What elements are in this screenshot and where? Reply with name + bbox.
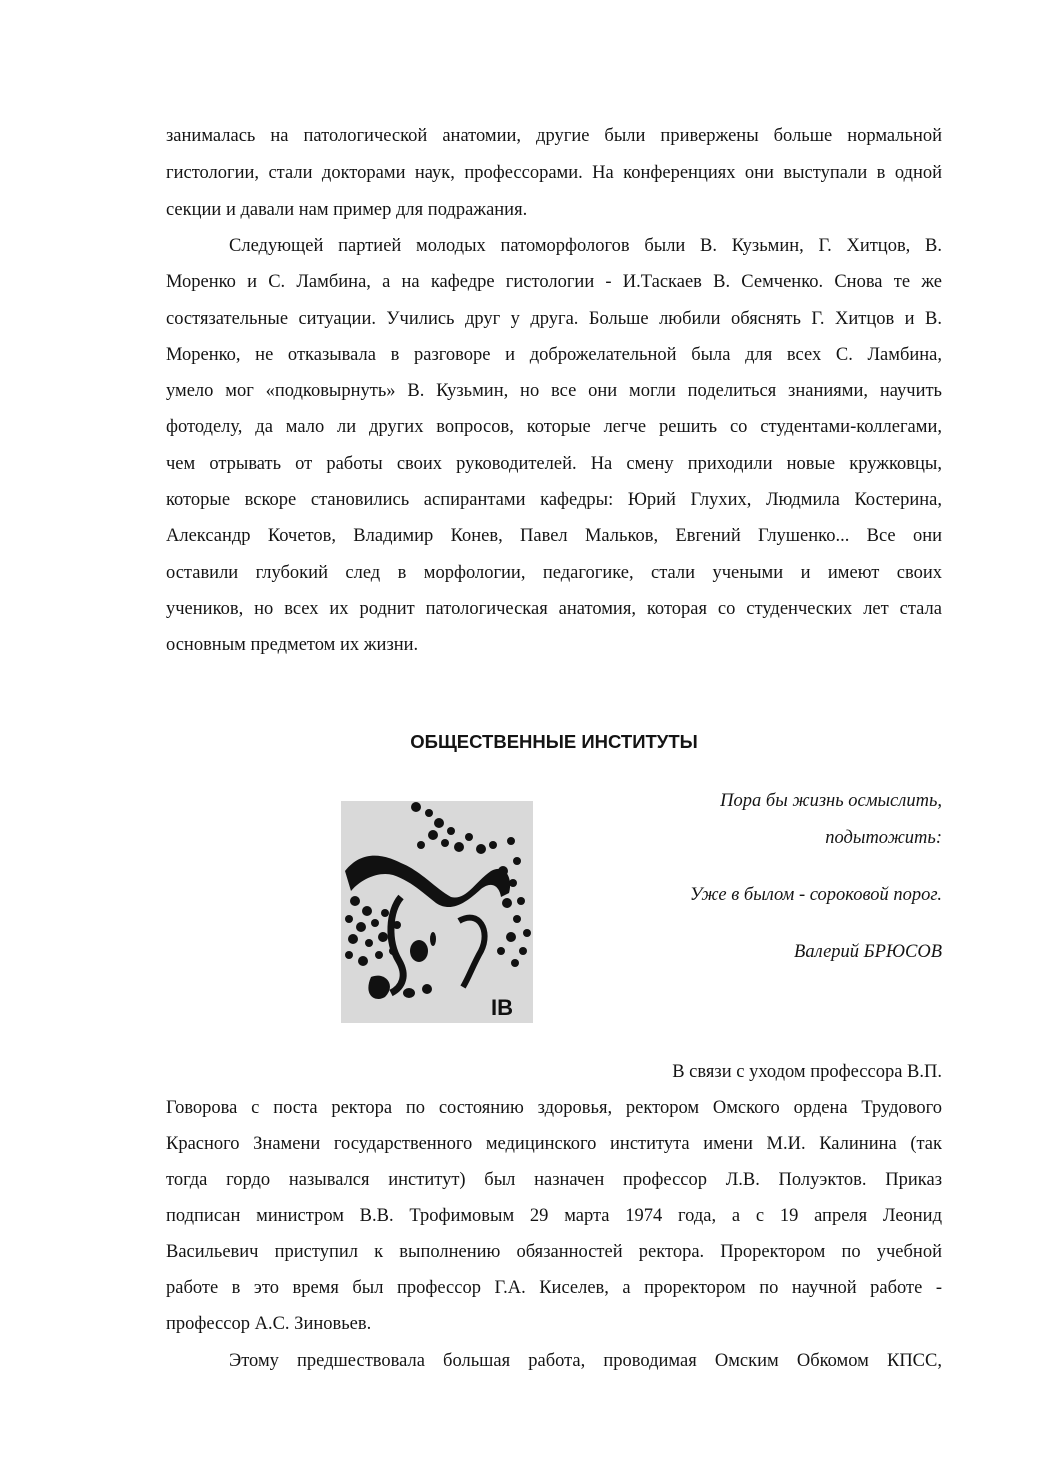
text-line: Говорова с поста ректора по состоянию здоровья, ректором Омского ордена Трудового [166,1098,942,1118]
text-line: секции и давали нам пример для подражания. [166,200,528,220]
text-line: Моренко, не отказывала в разговоре и доброжелательной была для всех С. Ламбина, [166,345,942,365]
epigraph-line: Уже в былом - сороковой порог. [689,885,942,905]
text-line: умело мог «подковырнуть» В. Кузьмин, но все они могли поделиться знаниями, научить [166,381,942,401]
text-line: состязательные ситуации. Учились друг у друга. Больше любили обяснять Г. Хитцов и В. [166,309,942,329]
epigraph-line: подытожить: [825,828,942,848]
text-line: гистологии, стали докторами наук, профессорами. На конференциях они выступали в одной [166,163,942,183]
text-line: Васильевич приступил к выполнению обязанностей ректора. Проректором по учебной [166,1242,942,1262]
text-line: В связи с уходом профессора В.П. [672,1062,942,1082]
text-line: которые вскоре становились аспирантами кафедры: Юрий Глухих, Людмила Костерина, [166,490,942,510]
text-line: Следующей партией молодых патоморфологов были В. Кузьмин, Г. Хитцов, В. [229,236,942,256]
text-line: тогда гордо назывался институт) был назначен профессор Л.В. Полуэктов. Приказ [166,1170,942,1190]
abstract-illustration [341,801,533,1023]
text-line: работе в это время был профессор Г.А. Киселев, а проректором по научной работе - [166,1278,942,1298]
text-line: Александр Кочетов, Владимир Конев, Павел Мальков, Евгений Глушенко... Все они [166,526,942,546]
text-line: основным предметом их жизни. [166,635,419,655]
text-line: занималась на патологической анатомии, другие были привержены больше нормальной [166,126,942,146]
text-line: Моренко и С. Ламбина, а на кафедре гистологии - И.Таскаев В. Семченко. Снова те же [166,272,942,292]
text-line: оставили глубокий след в морфологии, педагогике, стали учеными и имеют своих [166,563,942,583]
text-line: профессор А.С. Зиновьев. [166,1314,372,1334]
epigraph-line: Пора бы жизнь осмыслить, [720,791,942,811]
text-line: Этому предшествовала большая работа, проводимая Омским Обкомом КПСС, [229,1351,942,1371]
text-line: Красного Знамени государственного медицинского института имени М.И. Калинина (так [166,1134,942,1154]
epigraph-author: Валерий БРЮСОВ [794,942,942,962]
text-line: учеников, но всех их роднит патологическая анатомия, которая со студенческих лет стала [166,599,942,619]
monogram: ІВ [491,995,513,1020]
section-heading: ОБЩЕСТВЕННЫЕ ИНСТИТУТЫ [410,731,698,752]
text-line: подписан министром В.В. Трофимовым 29 марта 1974 года, а с 19 апреля Леонид [166,1206,942,1226]
text-line: чем отрывать от работы своих руководителей. На смену приходили новые кружковцы, [166,454,942,474]
text-line: фотоделу, да мало ли других вопросов, которые легче решить со студентами-коллегами, [166,417,942,437]
